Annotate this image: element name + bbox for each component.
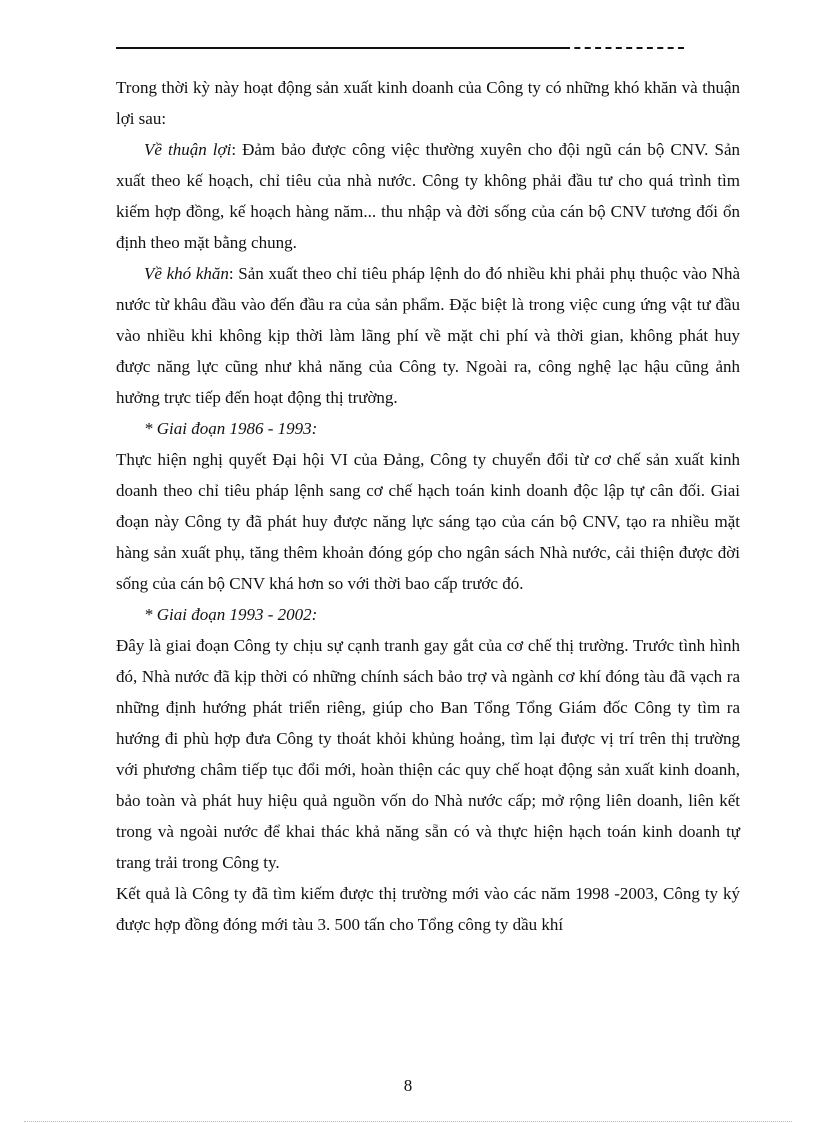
paragraph-advantages [116,134,740,258]
paragraph-text: Kết quả là Công ty đã tìm kiếm được thị trường mới vào các năm 1998 -2003, Công ty ký được hợp đồng đóng mới tàu 3. 500 tấn cho Tổng công ty dầu khí [116,884,740,934]
paragraph-1986-1993 [116,444,740,599]
header-rule-solid [116,47,564,49]
paragraph-text: Thực hiện nghị quyết Đại hội VI của Đảng, Công ty chuyển đổi từ cơ chế sản xuất kinh doanh theo chỉ tiêu pháp lệnh sang cơ chế hạch toán kinh doanh độc lập tự cân đối. Giai đoạn này Công ty đã phát huy được năng lực sáng tạo của cán bộ CNV, tạo ra nhiều mặt hàng sản xuất phụ, tăng thêm khoản đóng góp cho ngân sách Nhà nước, cải thiện được đời sống của cán bộ CNV khá hơn so với thời bao cấp trước đó. [116,450,740,593]
body-text [116,72,740,940]
section-heading-1993-2002 [116,599,740,630]
paragraph-text: Đây là giai đoạn Công ty chịu sự cạnh tranh gay gắt của cơ chế thị trường. Trước tình hình đó, Nhà nước đã kịp thời có những chính sách bảo trợ và ngành cơ khí đóng tàu đã vạch ra những định hướng phát triển riêng, giúp cho Ban Tổng Tổng Giám đốc Công ty tìm ra hướng đi phù hợp đưa Công ty thoát khỏi khủng hoảng, tìm lại được vị trí trên thị trường với phương châm tiếp tục đổi mới, hoàn thiện các quy chế hoạt động sản xuất kinh doanh, bảo toàn và phát huy hiệu quả nguồn vốn do Nhà nước cấp; mở rộng liên doanh, liên kết trong và ngoài nước để khai thác khả năng sẵn có và thực hiện hạch toán kinh doanh tự trang trải trong Công ty. [116,636,740,872]
paragraph-intro [116,72,740,134]
paragraph-difficulties [116,258,740,413]
paragraph-lead: Về khó khăn [144,264,229,283]
paragraph-text: Trong thời kỳ này hoạt động sản xuất kinh doanh của Công ty có những khó khăn và thuận lợi sau: [116,78,740,128]
paragraph-lead: Về thuận lợi [144,140,232,159]
paragraph-results [116,878,740,940]
page-number: 8 [403,1076,413,1095]
paragraph-1993-2002 [116,630,740,878]
paragraph-text: : Sản xuất theo chỉ tiêu pháp lệnh do đó nhiều khi phải phụ thuộc vào Nhà nước từ khâu đầu vào đến đầu ra của sản phẩm. Đặc biệt là trong việc cung ứng vật tư đầu vào nhiều khi không kịp thời làm lãng phí về mặt chi phí và thời gian, không phát huy được năng lực cũng như khả năng của Công ty. Ngoài ra, công nghệ lạc hậu cũng ảnh hưởng trực tiếp đến hoạt động thị trường. [116,264,740,407]
section-heading-text: * Giai đoạn 1986 - 1993: [144,419,318,438]
section-heading-text: * Giai đoạn 1993 - 2002: [144,605,318,624]
header-rule [116,44,684,52]
footer-rule [24,1121,792,1122]
section-heading-1986-1993 [116,413,740,444]
paragraph-text: : Đảm bảo được công việc thường xuyên cho đội ngũ cán bộ CNV. Sản xuất theo kế hoạch, chỉ tiêu của nhà nước. Công ty không phải đầu tư cho quá trình tìm kiếm hợp đồng, kế hoạch hàng năm... thu nhập và đời sống của cán bộ CNV tương đối ổn định theo mặt bằng chung. [116,140,740,252]
header-rule-dashed [564,47,684,49]
